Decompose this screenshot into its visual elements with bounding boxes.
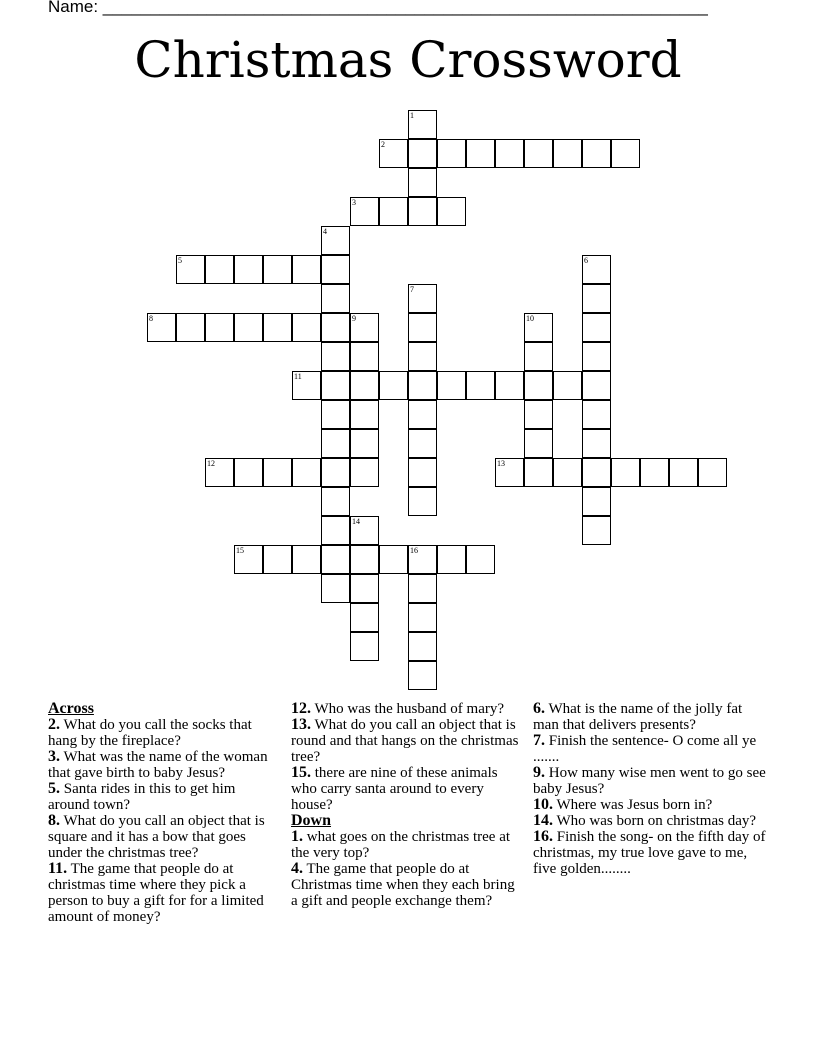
across-clue — [48, 861, 280, 925]
across-clue — [291, 717, 521, 765]
grid-cell[interactable] — [437, 545, 466, 574]
grid-cell[interactable] — [524, 429, 553, 458]
clue-number: 3. — [48, 748, 60, 765]
grid-cell[interactable] — [263, 255, 292, 284]
cell-number: 2 — [381, 140, 385, 149]
grid-cell[interactable] — [611, 139, 640, 168]
clue-text: What was the name of the woman that gave birth to baby Jesus? — [48, 749, 268, 781]
grid-cell[interactable] — [408, 284, 437, 313]
cell-number: 13 — [497, 459, 505, 468]
cell-number: 4 — [323, 227, 327, 236]
cell-number: 6 — [584, 256, 588, 265]
grid-cell[interactable] — [292, 371, 321, 400]
grid-cell[interactable] — [292, 545, 321, 574]
across-clue — [48, 717, 280, 749]
down-clue — [533, 701, 769, 733]
clue-text: What do you call the socks that hang by the fireplace? — [48, 717, 252, 749]
grid-cell[interactable] — [408, 342, 437, 371]
grid-cell[interactable] — [582, 487, 611, 516]
grid-cell[interactable] — [350, 371, 379, 400]
clue-number: 14. — [533, 812, 553, 829]
grid-cell[interactable] — [553, 458, 582, 487]
grid-cell[interactable] — [379, 197, 408, 226]
name-blank[interactable]: ________________________________________________________________ — [102, 0, 708, 16]
clue-text: there are nine of these animals who carry santa around to every house? — [291, 765, 498, 813]
cell-number: 5 — [178, 256, 182, 265]
grid-cell[interactable] — [350, 516, 379, 545]
grid-cell[interactable] — [292, 458, 321, 487]
clue-text: Santa rides in this to get him around town? — [48, 781, 236, 813]
clue-column-2 — [291, 701, 521, 909]
cell-number: 3 — [352, 198, 356, 207]
down-clue — [533, 797, 769, 813]
down-clue — [533, 733, 769, 765]
grid-cell[interactable] — [408, 661, 437, 690]
grid-cell[interactable] — [408, 429, 437, 458]
grid-cell[interactable] — [408, 632, 437, 661]
grid-cell[interactable] — [408, 197, 437, 226]
grid-cell[interactable] — [524, 139, 553, 168]
clue-number: 4. — [291, 860, 303, 877]
grid-cell[interactable] — [437, 139, 466, 168]
cell-number: 15 — [236, 546, 244, 555]
grid-cell[interactable] — [379, 371, 408, 400]
grid-cell[interactable] — [205, 255, 234, 284]
grid-cell[interactable] — [292, 255, 321, 284]
cell-number: 9 — [352, 314, 356, 323]
clue-number: 11. — [48, 860, 68, 877]
clue-number: 15. — [291, 764, 311, 781]
cell-number: 12 — [207, 459, 215, 468]
name-label: Name: — [48, 0, 103, 16]
grid-cell[interactable] — [350, 400, 379, 429]
grid-cell[interactable] — [234, 255, 263, 284]
grid-cell[interactable] — [524, 458, 553, 487]
clue-column-3 — [533, 701, 769, 877]
across-clue — [48, 813, 280, 861]
grid-cell[interactable] — [582, 313, 611, 342]
grid-cell[interactable] — [234, 313, 263, 342]
clue-number: 5. — [48, 780, 60, 797]
across-clue — [48, 781, 280, 813]
across-clue — [48, 749, 280, 781]
clue-text: Where was Jesus born in? — [556, 797, 713, 813]
grid-cell[interactable] — [350, 429, 379, 458]
down-clue — [533, 813, 769, 829]
grid-cell[interactable] — [698, 458, 727, 487]
grid-cell[interactable] — [582, 516, 611, 545]
clue-text: Finish the song- on the fifth day of christmas, my true love gave to me, five golden........ — [533, 829, 766, 877]
grid-cell[interactable] — [495, 458, 524, 487]
name-field[interactable] — [48, 0, 708, 17]
down-clue — [291, 861, 521, 909]
grid-cell[interactable] — [408, 603, 437, 632]
grid-cell[interactable] — [466, 139, 495, 168]
grid-cell[interactable] — [350, 574, 379, 603]
grid-cell[interactable] — [582, 400, 611, 429]
clue-number: 12. — [291, 700, 311, 717]
grid-cell[interactable] — [524, 371, 553, 400]
grid-cell[interactable] — [611, 458, 640, 487]
grid-cell[interactable] — [408, 139, 437, 168]
clue-number: 2. — [48, 716, 60, 733]
cell-number: 14 — [352, 517, 360, 526]
grid-cell[interactable] — [582, 255, 611, 284]
clue-number: 9. — [533, 764, 545, 781]
cell-number: 11 — [294, 372, 302, 381]
grid-cell[interactable] — [321, 545, 350, 574]
clue-number: 6. — [533, 700, 545, 717]
grid-cell[interactable] — [408, 371, 437, 400]
grid-cell[interactable] — [350, 313, 379, 342]
clue-text: What is the name of the jolly fat man that delivers presents? — [533, 701, 743, 733]
grid-cell[interactable] — [176, 313, 205, 342]
grid-cell[interactable] — [263, 313, 292, 342]
grid-cell[interactable] — [350, 458, 379, 487]
clue-text: What do you call an object that is square and it has a bow that goes under the christmas tree? — [48, 813, 265, 861]
grid-cell[interactable] — [176, 255, 205, 284]
grid-cell[interactable] — [321, 313, 350, 342]
grid-cell[interactable] — [466, 371, 495, 400]
grid-cell[interactable] — [437, 197, 466, 226]
grid-cell[interactable] — [321, 255, 350, 284]
cell-number: 1 — [410, 111, 414, 120]
across-heading: Across — [48, 700, 94, 717]
grid-cell[interactable] — [234, 458, 263, 487]
grid-cell[interactable] — [582, 371, 611, 400]
clue-text: Who was born on christmas day? — [556, 813, 757, 829]
grid-cell[interactable] — [408, 574, 437, 603]
clue-number: 16. — [533, 828, 553, 845]
grid-cell[interactable] — [640, 458, 669, 487]
grid-cell[interactable] — [321, 284, 350, 313]
across-clue — [291, 765, 521, 813]
down-clue — [533, 765, 769, 797]
down-heading: Down — [291, 812, 332, 829]
grid-cell[interactable] — [350, 342, 379, 371]
grid-cell[interactable] — [234, 545, 263, 574]
clue-text: What do you call an object that is round and that hangs on the christmas tree? — [291, 717, 519, 765]
grid-cell[interactable] — [553, 139, 582, 168]
grid-cell[interactable] — [321, 371, 350, 400]
grid-cell[interactable] — [669, 458, 698, 487]
cell-number: 7 — [410, 285, 414, 294]
grid-cell[interactable] — [582, 284, 611, 313]
grid-cell[interactable] — [466, 545, 495, 574]
across-clue — [291, 701, 521, 717]
grid-cell[interactable] — [350, 603, 379, 632]
grid-cell[interactable] — [408, 400, 437, 429]
grid-cell[interactable] — [582, 458, 611, 487]
grid-cell[interactable] — [350, 632, 379, 661]
grid-cell[interactable] — [495, 371, 524, 400]
grid-cell[interactable] — [524, 400, 553, 429]
grid-cell[interactable] — [408, 545, 437, 574]
grid-cell[interactable] — [350, 197, 379, 226]
clue-number: 13. — [291, 716, 311, 733]
cell-number: 8 — [149, 314, 153, 323]
grid-cell[interactable] — [495, 139, 524, 168]
grid-cell[interactable] — [205, 458, 234, 487]
grid-cell[interactable] — [582, 139, 611, 168]
clue-number: 8. — [48, 812, 60, 829]
clue-text: The game that people do at christmas time where they pick a person to buy a gift for for a limited amount of money? — [48, 861, 264, 925]
grid-cell[interactable] — [379, 545, 408, 574]
grid-cell[interactable] — [292, 313, 321, 342]
grid-cell[interactable] — [524, 342, 553, 371]
clue-text: what goes on the christmas tree at the very top? — [291, 829, 511, 861]
grid-cell[interactable] — [321, 226, 350, 255]
clue-column-1 — [48, 701, 280, 925]
grid-cell[interactable] — [582, 429, 611, 458]
grid-cell[interactable] — [321, 429, 350, 458]
grid-cell[interactable] — [582, 342, 611, 371]
grid-cell[interactable] — [321, 400, 350, 429]
clue-text: Who was the husband of mary? — [314, 701, 505, 717]
cell-number: 16 — [410, 546, 418, 555]
grid-cell[interactable] — [524, 313, 553, 342]
down-clue — [291, 829, 521, 861]
grid-cell[interactable] — [263, 545, 292, 574]
grid-cell[interactable] — [263, 458, 292, 487]
grid-cell[interactable] — [321, 516, 350, 545]
down-clue — [533, 829, 769, 877]
grid-cell[interactable] — [321, 342, 350, 371]
page-title: Christmas Crossword — [134, 31, 682, 89]
grid-cell[interactable] — [147, 313, 176, 342]
grid-cell[interactable] — [350, 545, 379, 574]
grid-cell[interactable] — [408, 168, 437, 197]
grid-cell[interactable] — [408, 458, 437, 487]
grid-cell[interactable] — [437, 371, 466, 400]
grid-cell[interactable] — [205, 313, 234, 342]
clue-text: How many wise men went to go see baby Jesus? — [533, 765, 766, 797]
grid-cell[interactable] — [408, 110, 437, 139]
clue-text: Finish the sentence- O come all ye ....... — [533, 733, 757, 765]
grid-cell[interactable] — [321, 487, 350, 516]
cell-number: 10 — [526, 314, 534, 323]
grid-cell[interactable] — [321, 574, 350, 603]
clue-number: 1. — [291, 828, 303, 845]
grid-cell[interactable] — [321, 458, 350, 487]
grid-cell[interactable] — [379, 139, 408, 168]
grid-cell[interactable] — [408, 313, 437, 342]
clue-number: 7. — [533, 732, 545, 749]
grid-cell[interactable] — [408, 487, 437, 516]
clue-number: 10. — [533, 796, 553, 813]
grid-cell[interactable] — [553, 371, 582, 400]
clue-text: The game that people do at Christmas time when they each bring a gift and people exchange them? — [291, 861, 515, 909]
